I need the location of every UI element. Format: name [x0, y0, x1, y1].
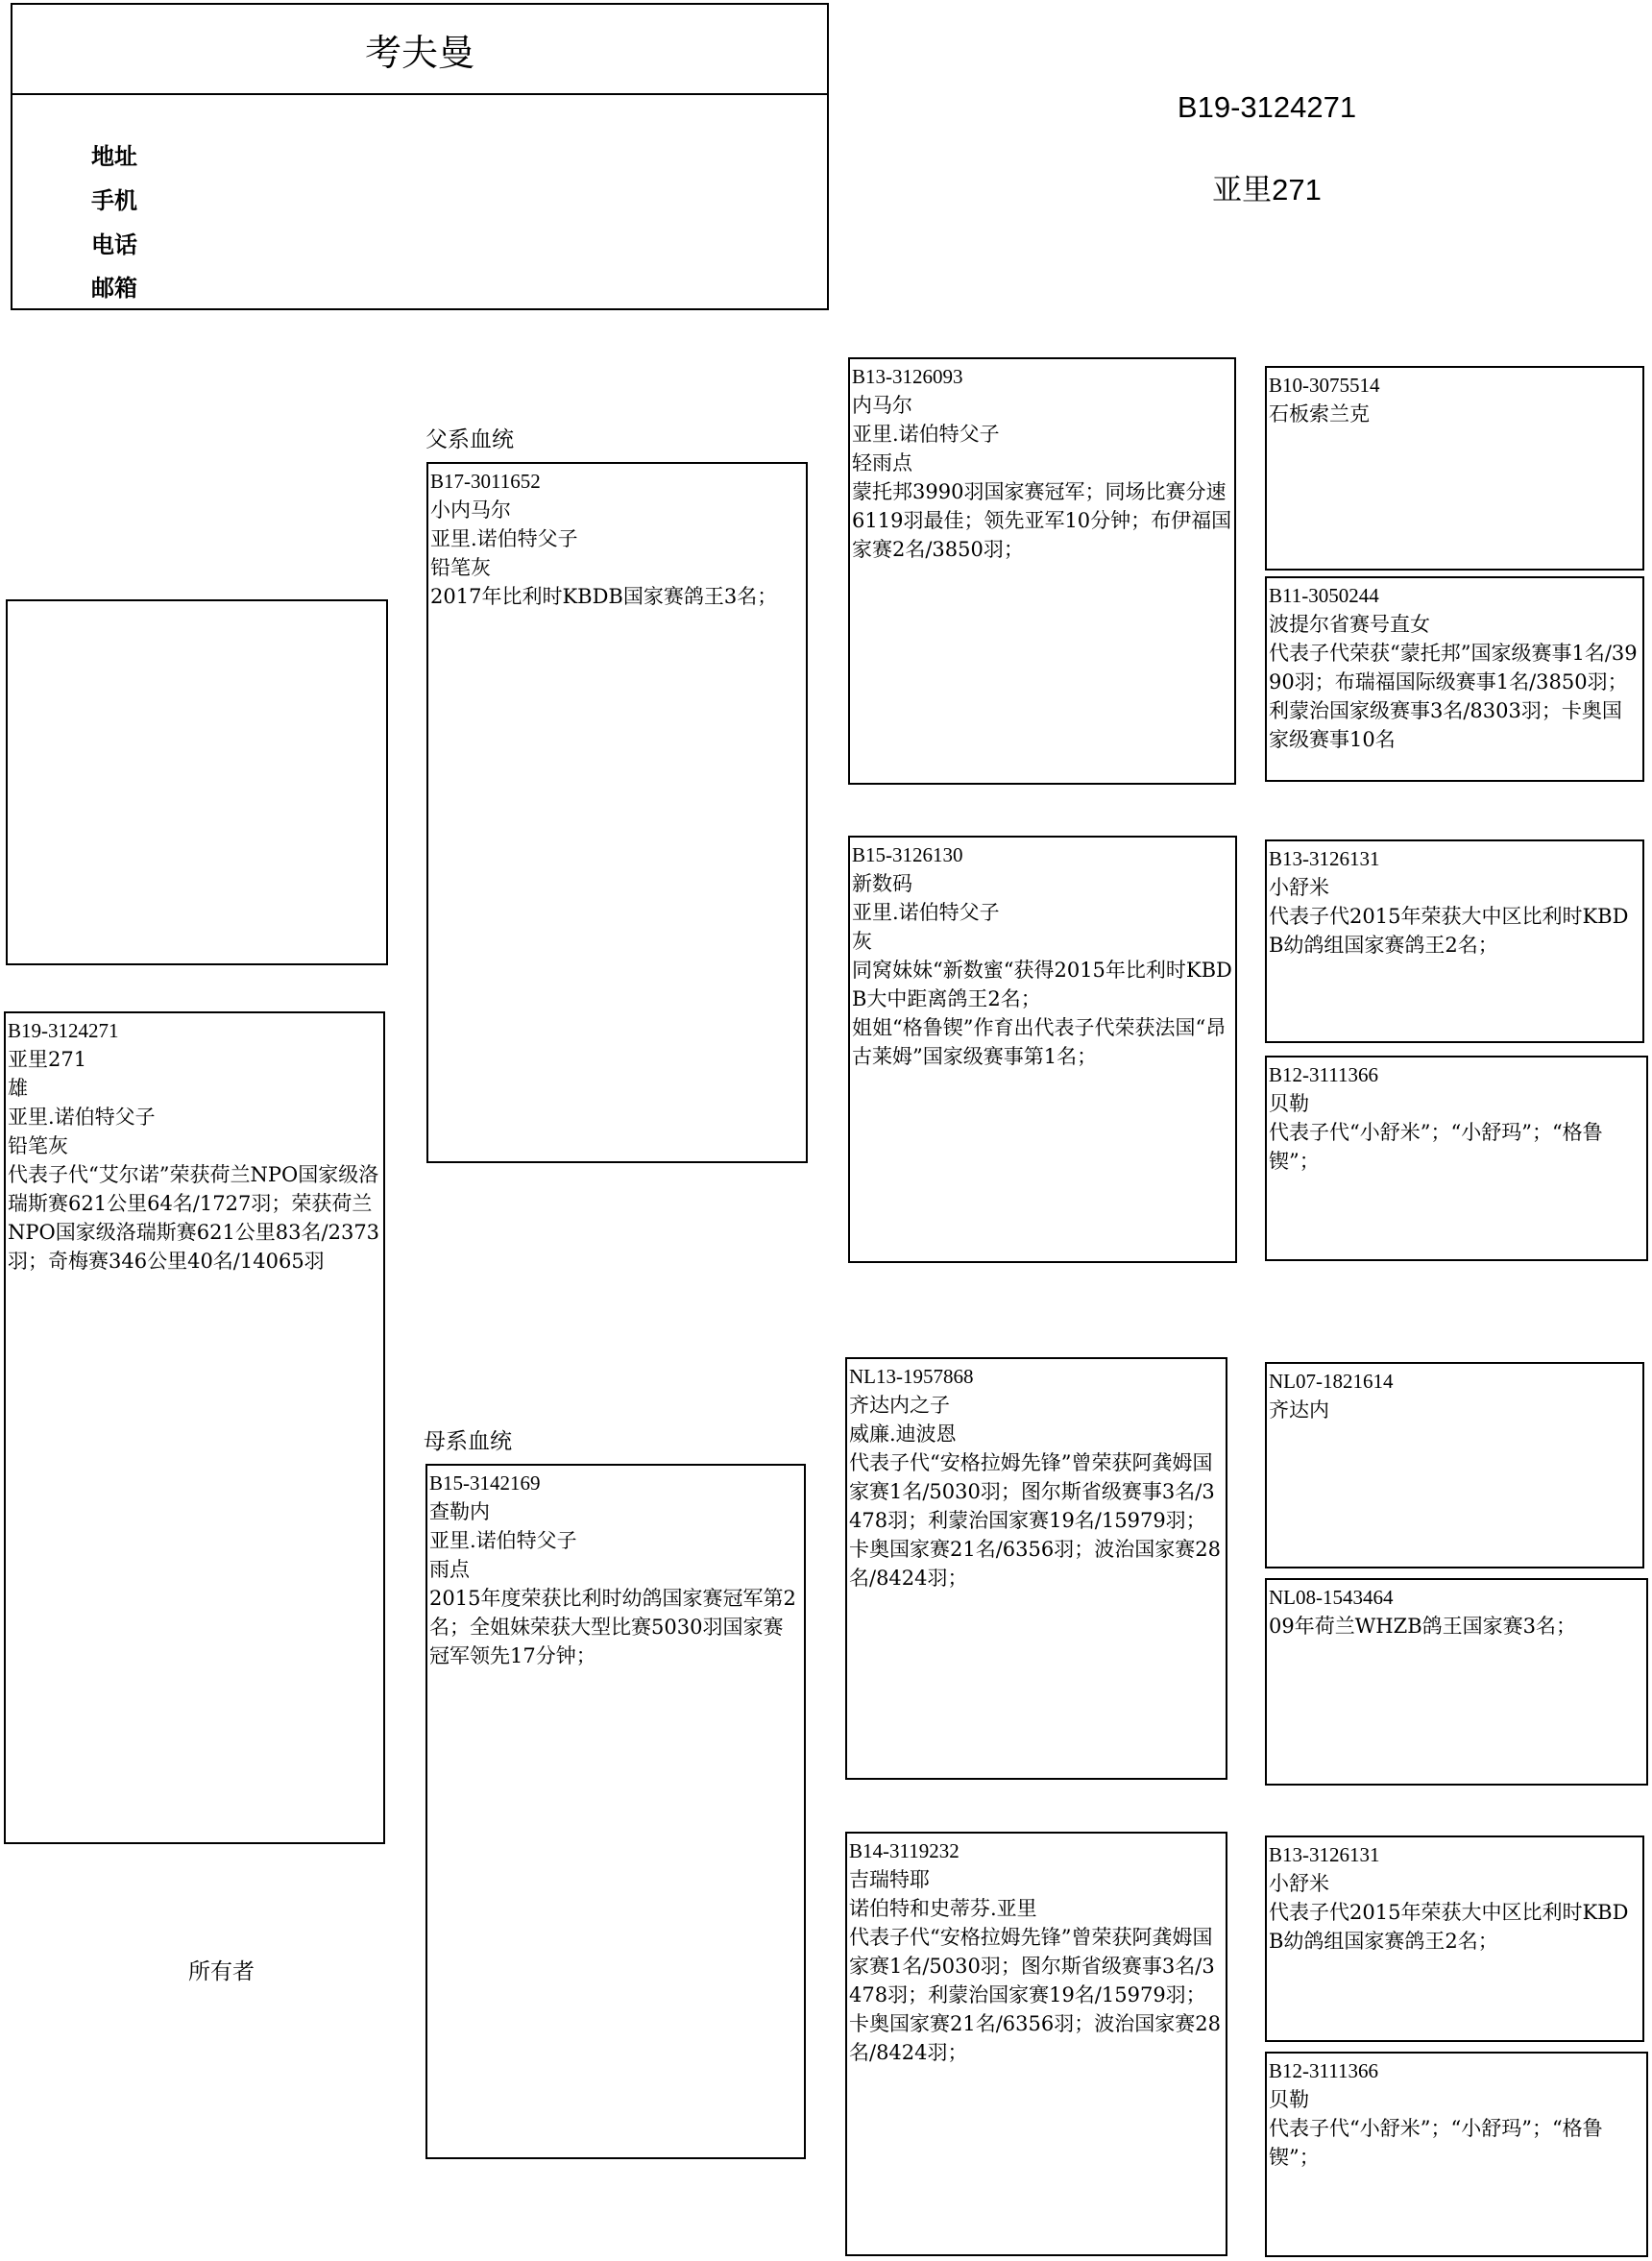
pigeon-results: 代表子代2015年荣获大中区比利时KBDB幼鸽组国家赛鸽王2名；: [1269, 1901, 1629, 1953]
pigeon-breeder: 亚里.诺伯特父子: [852, 423, 1000, 446]
pigeon-breeder: 亚里.诺伯特父子: [429, 1529, 577, 1552]
owner-label: 所有者: [188, 1959, 255, 1984]
ss-sire-box: [1265, 366, 1644, 571]
ring-number: B15-3126130: [852, 843, 963, 866]
ring-number: NL08-1543464: [1269, 1586, 1394, 1609]
pigeon-name: 齐达内之子: [849, 1394, 950, 1417]
ring-number: B11-3050244: [1269, 584, 1379, 607]
sire-dam-box: [848, 836, 1237, 1263]
pigeon-breeder: 亚里.诺伯特父子: [852, 901, 1000, 924]
ring-number: B13-3126093: [852, 365, 963, 388]
pigeon-name: 小舒米: [1269, 1872, 1329, 1895]
ring-number: B10-3075514: [1269, 374, 1380, 397]
ring-number: B19-3124271: [8, 1019, 119, 1042]
phone-label: 电话: [91, 231, 137, 258]
pigeon-name: 亚里271: [8, 1048, 87, 1071]
dd-dam-box: [1265, 2052, 1648, 2257]
pigeon-name: 吉瑞特耶: [849, 1868, 930, 1891]
pigeon-name: 新数码: [852, 872, 912, 895]
pigeon-name: 齐达内: [1269, 1398, 1329, 1422]
mobile-label: 手机: [91, 187, 137, 214]
pigeon-photo-frame: [6, 599, 388, 965]
subject-name-heading: 亚里271: [1212, 173, 1322, 207]
pigeon-color: 雨点: [429, 1558, 470, 1581]
owner-header: [11, 3, 829, 310]
pigeon-name: 内马尔: [852, 394, 912, 417]
pigeon-results: 代表子代“安格拉姆先锋”曾荣获阿龚姆国家赛1名/5030羽；图尔斯省级赛事3名/3478羽；利蒙治国家赛19名/15979羽；卡奥国家赛21名/6356羽；波治国家赛28名/8424羽；: [849, 1926, 1221, 2064]
pigeon-results: 代表子代“小舒米”；“小舒玛”；“格鲁锲”；: [1269, 2117, 1603, 2169]
ring-number: NL13-1957868: [849, 1365, 974, 1388]
pigeon-results: 代表子代“艾尔诺”荣获荷兰NPO国家级洛瑞斯赛621公里64名/1727羽；荣获荷兰NPO国家级洛瑞斯赛621公里83名/2373羽；奇梅赛346公里40名/14065羽: [8, 1163, 380, 1273]
dam-dam-box: [845, 1832, 1227, 2256]
ring-number: B13-3126131: [1269, 1843, 1380, 1866]
pigeon-results: 代表子代“小舒米”；“小舒玛”；“格鲁锲”；: [1269, 1121, 1603, 1173]
dam-line-label: 母系血统: [424, 1429, 512, 1454]
pigeon-breeder: 亚里.诺伯特父子: [8, 1106, 156, 1129]
pigeon-name: 贝勒: [1269, 1092, 1309, 1115]
ring-number: B14-3119232: [849, 1839, 960, 1862]
pigeon-name: 小舒米: [1269, 876, 1329, 899]
ring-number: NL07-1821614: [1269, 1370, 1394, 1393]
pigeon-color: 铅笔灰: [430, 556, 491, 579]
ring-number: B12-3111366: [1269, 1063, 1378, 1086]
dam-sire-box: [845, 1357, 1227, 1780]
sire-sire-box: [848, 357, 1236, 785]
owner-title: 考夫曼: [12, 5, 827, 95]
sd-sire-box: [1265, 839, 1644, 1043]
pigeon-name: 波提尔省赛号直女: [1269, 613, 1430, 636]
pigeon-name: 石板索兰克: [1269, 402, 1370, 425]
pigeon-results: 蒙托邦3990羽国家赛冠军；同场比赛分速6119羽最佳；领先亚军10分钟；布伊福国家赛2名/3850羽；: [852, 480, 1232, 561]
pigeon-results: 姐姐“格鲁锲”作育出代表子代荣获法国“昂古莱姆”国家级赛事第1名；: [852, 1016, 1227, 1068]
ring-number: B12-3111366: [1269, 2059, 1378, 2082]
pigeon-name: 小内马尔: [430, 498, 511, 522]
pigeon-results: 同窝妹妹“新数蜜“获得2015年比利时KBDB大中距离鸽王2名；: [852, 959, 1232, 1010]
pigeon-name: 贝勒: [1269, 2088, 1309, 2111]
pigeon-color: 铅笔灰: [8, 1134, 68, 1157]
sire-box: [426, 462, 808, 1163]
email-label: 邮箱: [91, 275, 137, 302]
ring-number: B17-3011652: [430, 470, 541, 493]
address-label: 地址: [91, 143, 137, 170]
sire-line-label: 父系血统: [425, 427, 514, 452]
ss-dam-box: [1265, 576, 1644, 782]
pigeon-sex: 雄: [8, 1077, 28, 1100]
pigeon-color: 灰: [852, 930, 872, 953]
pigeon-results: 2015年度荣获比利时幼鸽国家赛冠军第2名；全姐妹荣获大型比赛5030羽国家赛冠军领先17分钟；: [429, 1587, 796, 1667]
pigeon-breeder: 诺伯特和史蒂芬.亚里: [849, 1897, 1037, 1920]
ds-dam-box: [1265, 1578, 1648, 1786]
subject-ring-heading: B19-3124271: [1177, 90, 1357, 124]
dd-sire-box: [1265, 1836, 1644, 2042]
pigeon-breeder: 威廉.迪波恩: [849, 1422, 957, 1446]
pigeon-breeder: 亚里.诺伯特父子: [430, 527, 578, 550]
ring-number: B13-3126131: [1269, 847, 1380, 870]
ring-number: B15-3142169: [429, 1471, 541, 1495]
pigeon-results: 代表子代荣获“蒙托邦”国家级赛事1名/3990羽；布瑞福国际级赛事1名/3850羽；利蒙治国家级赛事3名/8303羽；卡奥国家级赛事10名: [1269, 642, 1638, 751]
dam-box: [425, 1464, 806, 2159]
pigeon-results: 2017年比利时KBDB国家赛鸽王3名；: [430, 585, 778, 608]
pigeon-color: 轻雨点: [852, 451, 912, 474]
pigeon-results: 代表子代“安格拉姆先锋”曾荣获阿龚姆国家赛1名/5030羽；图尔斯省级赛事3名/3478羽；利蒙治国家赛19名/15979羽；卡奥国家赛21名/6356羽；波治国家赛28名/8424羽；: [849, 1451, 1221, 1590]
pigeon-results: 代表子代2015年荣获大中区比利时KBDB幼鸽组国家赛鸽王2名；: [1269, 905, 1629, 957]
sd-dam-box: [1265, 1056, 1648, 1261]
ds-sire-box: [1265, 1362, 1644, 1568]
pigeon-name: 查勒内: [429, 1500, 490, 1523]
pigeon-results: 09年荷兰WHZB鸽王国家赛3名；: [1269, 1615, 1577, 1638]
subject-pigeon-box: [4, 1011, 385, 1844]
